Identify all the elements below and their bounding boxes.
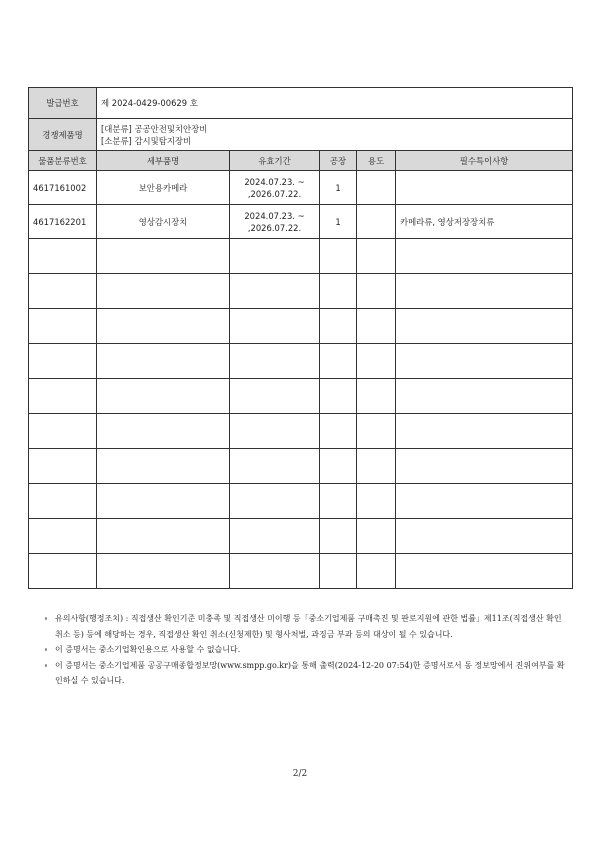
footnotes — [44, 611, 570, 689]
empty-cell — [396, 449, 573, 484]
column-header-usage: 용도 — [357, 151, 396, 171]
footnote-item — [44, 611, 570, 642]
empty-cell — [357, 274, 396, 309]
empty-row — [29, 379, 573, 414]
empty-cell — [97, 449, 230, 484]
empty-cell — [97, 414, 230, 449]
item-factory: 1 — [320, 171, 357, 205]
empty-cell — [97, 519, 230, 554]
competitive-product-label: 경쟁제품명 — [29, 119, 97, 151]
empty-cell — [230, 239, 320, 274]
empty-cell — [230, 519, 320, 554]
empty-cell — [357, 519, 396, 554]
empty-cell — [320, 449, 357, 484]
competitive-product-row — [29, 119, 573, 151]
empty-cell — [29, 414, 97, 449]
item-usage — [357, 171, 396, 205]
empty-cell — [357, 344, 396, 379]
item-code: 4617162201 — [29, 205, 97, 239]
item-period — [230, 171, 320, 205]
certificate-document — [28, 87, 572, 589]
empty-cell — [97, 344, 230, 379]
empty-cell — [396, 309, 573, 344]
empty-cell — [357, 554, 396, 589]
empty-cell — [357, 239, 396, 274]
empty-cell — [320, 344, 357, 379]
empty-cell — [97, 554, 230, 589]
period-end: ,2026.07.22. — [247, 222, 302, 233]
empty-cell — [396, 239, 573, 274]
empty-cell — [396, 484, 573, 519]
column-header-row — [29, 151, 573, 171]
empty-cell — [29, 484, 97, 519]
item-notes — [396, 171, 573, 205]
category-major: [대분류] 공공안전및치안장비 — [101, 123, 208, 134]
empty-cell — [230, 554, 320, 589]
column-header-notes: 필수특이사항 — [396, 151, 573, 171]
empty-cell — [320, 414, 357, 449]
empty-cell — [97, 274, 230, 309]
footnote-item — [44, 642, 570, 658]
empty-cell — [230, 344, 320, 379]
empty-cell — [396, 554, 573, 589]
empty-cell — [230, 484, 320, 519]
empty-cell — [320, 239, 357, 274]
item-name: 영상감시장치 — [97, 205, 230, 239]
empty-cell — [29, 379, 97, 414]
empty-cell — [320, 519, 357, 554]
issue-number-row — [29, 88, 573, 119]
empty-row — [29, 414, 573, 449]
empty-cell — [357, 414, 396, 449]
issue-number-label: 발급번호 — [29, 88, 97, 119]
empty-cell — [320, 554, 357, 589]
period-start: 2024.07.23. ~ — [244, 176, 305, 187]
empty-cell — [97, 484, 230, 519]
footnote-text: 이 증명서는 중소기업확인용으로 사용할 수 없습니다. — [55, 645, 241, 654]
empty-row — [29, 309, 573, 344]
empty-cell — [396, 519, 573, 554]
empty-cell — [230, 274, 320, 309]
empty-cell — [29, 309, 97, 344]
empty-cell — [320, 379, 357, 414]
empty-cell — [320, 484, 357, 519]
bullet-icon: ∘ — [44, 645, 48, 654]
item-period — [230, 205, 320, 239]
empty-row — [29, 239, 573, 274]
category-minor: [소분류] 감시및탐지장비 — [101, 135, 192, 146]
item-usage — [357, 205, 396, 239]
empty-row — [29, 519, 573, 554]
certificate-table — [28, 87, 573, 589]
bullet-icon: ∘ — [44, 614, 48, 623]
empty-cell — [396, 344, 573, 379]
item-factory: 1 — [320, 205, 357, 239]
column-header-name: 세부품명 — [97, 151, 230, 171]
empty-cell — [357, 379, 396, 414]
empty-row — [29, 554, 573, 589]
column-header-code: 물품분류번호 — [29, 151, 97, 171]
item-code: 4617161002 — [29, 171, 97, 205]
empty-row — [29, 274, 573, 309]
empty-cell — [396, 379, 573, 414]
page-number: 2/2 — [292, 769, 308, 779]
empty-row — [29, 344, 573, 379]
empty-cell — [29, 449, 97, 484]
footnote-text: 이 증명서는 중소기업제품 공공구매종합정보망(www.smpp.go.kr)을 통해 출력(2024-12-20 07:54)한 증명서로서 동 정보망에서 진위여부를 확인하실 수 있습니다. — [55, 660, 565, 685]
empty-cell — [357, 484, 396, 519]
empty-cell — [29, 239, 97, 274]
empty-cell — [230, 414, 320, 449]
empty-cell — [357, 449, 396, 484]
empty-cell — [230, 309, 320, 344]
empty-cell — [97, 309, 230, 344]
empty-cell — [230, 449, 320, 484]
period-start: 2024.07.23. ~ — [244, 210, 305, 221]
item-name: 보안용카메라 — [97, 171, 230, 205]
footnote-text: 유의사항(행정조치) : 직접생산 확인기준 미충족 및 직접생산 미이행 등「중소기업제품 구매촉진 및 판로지원에 관한 법률」제11조(직접생산 확인 취소 등) 등에 해당하는 경우, 직접생산 확인 취소(신청제한) 및 형사처벌, 과징금 부과 등의 대상이 될 수 있습니다. — [55, 614, 562, 639]
empty-cell — [97, 239, 230, 274]
empty-row — [29, 484, 573, 519]
issue-number-value: 제 2024-0429-00629 호 — [97, 88, 573, 119]
empty-cell — [29, 344, 97, 379]
bullet-icon: ∘ — [44, 660, 48, 670]
period-end: ,2026.07.22. — [247, 188, 302, 199]
empty-row — [29, 449, 573, 484]
empty-cell — [29, 519, 97, 554]
footnote-item — [44, 658, 570, 689]
empty-cell — [230, 379, 320, 414]
table-row — [29, 205, 573, 239]
empty-cell — [97, 379, 230, 414]
empty-cell — [320, 309, 357, 344]
empty-cell — [396, 414, 573, 449]
empty-cell — [29, 554, 97, 589]
column-header-factory: 공장 — [320, 151, 357, 171]
empty-cell — [396, 274, 573, 309]
empty-cell — [320, 274, 357, 309]
category-cell — [97, 119, 573, 151]
item-notes: 카메라류, 영상저장장치류 — [396, 205, 573, 239]
column-header-period: 유효기간 — [230, 151, 320, 171]
table-row — [29, 171, 573, 205]
empty-cell — [357, 309, 396, 344]
empty-cell — [29, 274, 97, 309]
